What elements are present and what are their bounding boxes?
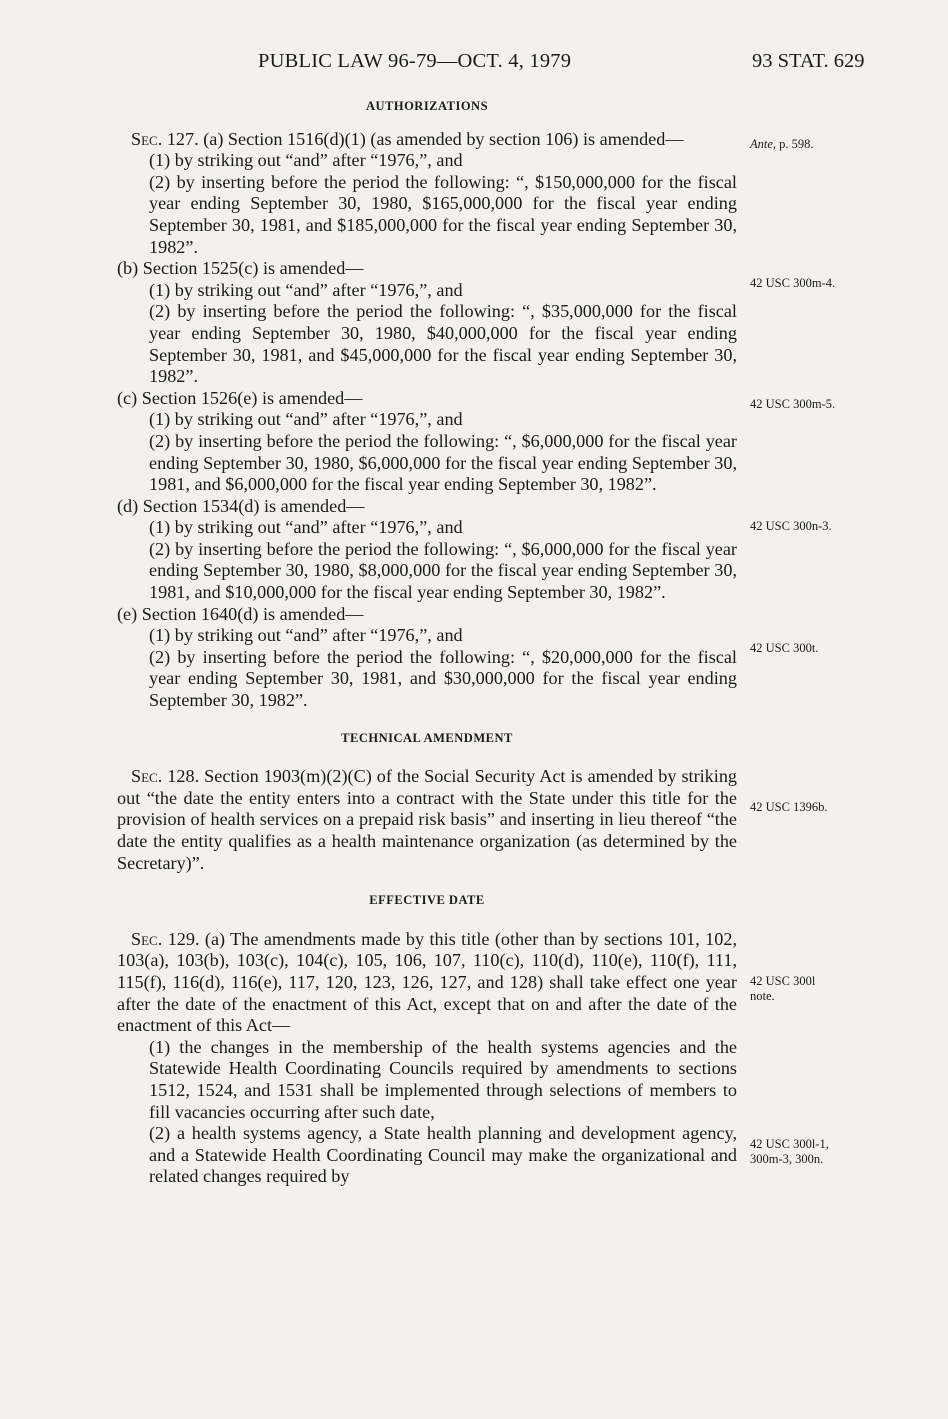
sec-127-b-lead: (b) Section 1525(c) is amended— [117, 258, 364, 279]
sec-label: Sec. [131, 128, 163, 149]
sec-127-c2: (2) by inserting before the period the following: “, $6,000,000 for the fiscal year ending September 30, 1980, $6,000,000 for the fiscal year ending September 30, 1981, and $6,000,000 for the fiscal year ending September 30, 1982”. [149, 430, 737, 495]
sec-127-a2: (2) by inserting before the period the following: “, $150,000,000 for the fiscal year ending September 30, 1980, $165,000,000 for the fiscal year ending September 30, 1981, and $185,000,000 for the fiscal year ending September 30, 1982”. [149, 171, 737, 257]
sec-129-text: 129. (a) The amendments made by this title (other than by sections 101, 102, 103(a), 103(b), 103(c), 104(c), 105, 106, 107, 110(c), 110(d), 110(e), 110(f), 111, 115(f), 116(d), 116(e), 117, 120, 123, 126, 127, and 128) shall take effect one year after the date of the enactment of this Act, except that on and after the date of the enactment of this Act— [117, 928, 738, 1036]
sec-127-lead [117, 129, 737, 151]
sec-label: Sec. [131, 766, 163, 787]
sec-127-b1: (1) by striking out “and” after “1976,”, and [149, 279, 463, 300]
margin-note-300l-1-line1: 42 USC 300l-1, [750, 1137, 829, 1151]
sec-127-c-lead: (c) Section 1526(e) is amended— [117, 387, 363, 408]
sec-label: Sec. [131, 928, 163, 949]
margin-note-300n-3: 42 USC 300n-3. [750, 519, 832, 533]
ante-page: p. 598. [776, 137, 814, 151]
sec-127-a1: (1) by striking out “and” after “1976,”, and [149, 150, 463, 171]
sec-127-d1: (1) by striking out “and” after “1976,”, and [149, 517, 463, 538]
margin-note-300l-1-line2: 300m-3, 300n. [750, 1152, 824, 1166]
margin-note-300l-line1: 42 USC 300l [750, 974, 816, 988]
margin-note-300m-4: 42 USC 300m-4. [750, 276, 836, 290]
sec-127-d2: (2) by inserting before the period the following: “, $6,000,000 for the fiscal year ending September 30, 1980, $8,000,000 for the fiscal year ending September 30, 1981, and $10,000,000 for the fiscal year ending September 30, 1982”. [149, 538, 737, 603]
margin-note-1396b: 42 USC 1396b. [750, 800, 828, 814]
sec-129-item-2: (2) a health systems agency, a State health planning and development agency, and a Statewide Health Coordinating Council may make the organizational and related changes required by [149, 1123, 737, 1187]
sec-127-e1: (1) by striking out “and” after “1976,”, and [149, 625, 463, 646]
public-law-title: PUBLIC LAW 96-79—OCT. 4, 1979 [258, 50, 572, 72]
sec-129-item-1: (1) the changes in the membership of the health systems agencies and the Statewide Health Coordinating Councils required by amendments to sections 1512, 1524, and 1531 shall be implemented through selections of members to fill vacancies occurring after such date, [149, 1036, 737, 1122]
sec-128 [117, 766, 737, 874]
main-text [117, 96, 737, 1188]
heading-technical-amendment: TECHNICAL AMENDMENT [341, 730, 513, 745]
heading-effective-date: EFFECTIVE DATE [369, 893, 485, 908]
margin-note-300m-5: 42 USC 300m-5. [750, 397, 836, 411]
sec-128-text: 128. Section 1903(m)(2)(C) of the Social Security Act is amended by striking out “the date the entity enters into a contract with the State under this title for the provision of health services on a prepaid risk basis” and inserting in lieu thereof “the date the entity qualifies as a health maintenance organization (as determined by the Secretary)”. [117, 766, 738, 873]
sec-127-e-lead: (e) Section 1640(d) is amended— [117, 603, 364, 624]
margin-note-300t: 42 USC 300t. [750, 641, 819, 655]
margin-note-300l-line2: note. [750, 989, 775, 1003]
margin-note-300l [750, 974, 815, 1004]
heading-authorizations: AUTHORIZATIONS [365, 99, 489, 113]
sec-127-d-lead: (d) Section 1534(d) is amended— [117, 495, 365, 516]
margin-note-ante [750, 137, 814, 152]
sec-129 [117, 929, 737, 1037]
margin-note-300l-1 [750, 1137, 829, 1167]
sec-127-b2: (2) by inserting before the period the following: “, $35,000,000 for the fiscal year ending September 30, 1980, $40,000,000 for the fiscal year ending September 30, 1981, and $45,000,000 for the fiscal year ending September 30, 1982”. [149, 301, 737, 387]
sec-127-text: 127. (a) Section 1516(d)(1) (as amended by section 106) is amended— [166, 128, 684, 149]
sec-127-e2: (2) by inserting before the period the following: “, $20,000,000 for the fiscal year ending September 30, 1981, and $30,000,000 for the fiscal year ending September 30, 1982”. [149, 646, 737, 711]
sec-127-c1: (1) by striking out “and” after “1976,”, and [149, 409, 463, 430]
page-header [0, 50, 948, 84]
ante-italic: Ante, [750, 137, 777, 151]
statute-page-number: 93 STAT. 629 [752, 50, 865, 72]
